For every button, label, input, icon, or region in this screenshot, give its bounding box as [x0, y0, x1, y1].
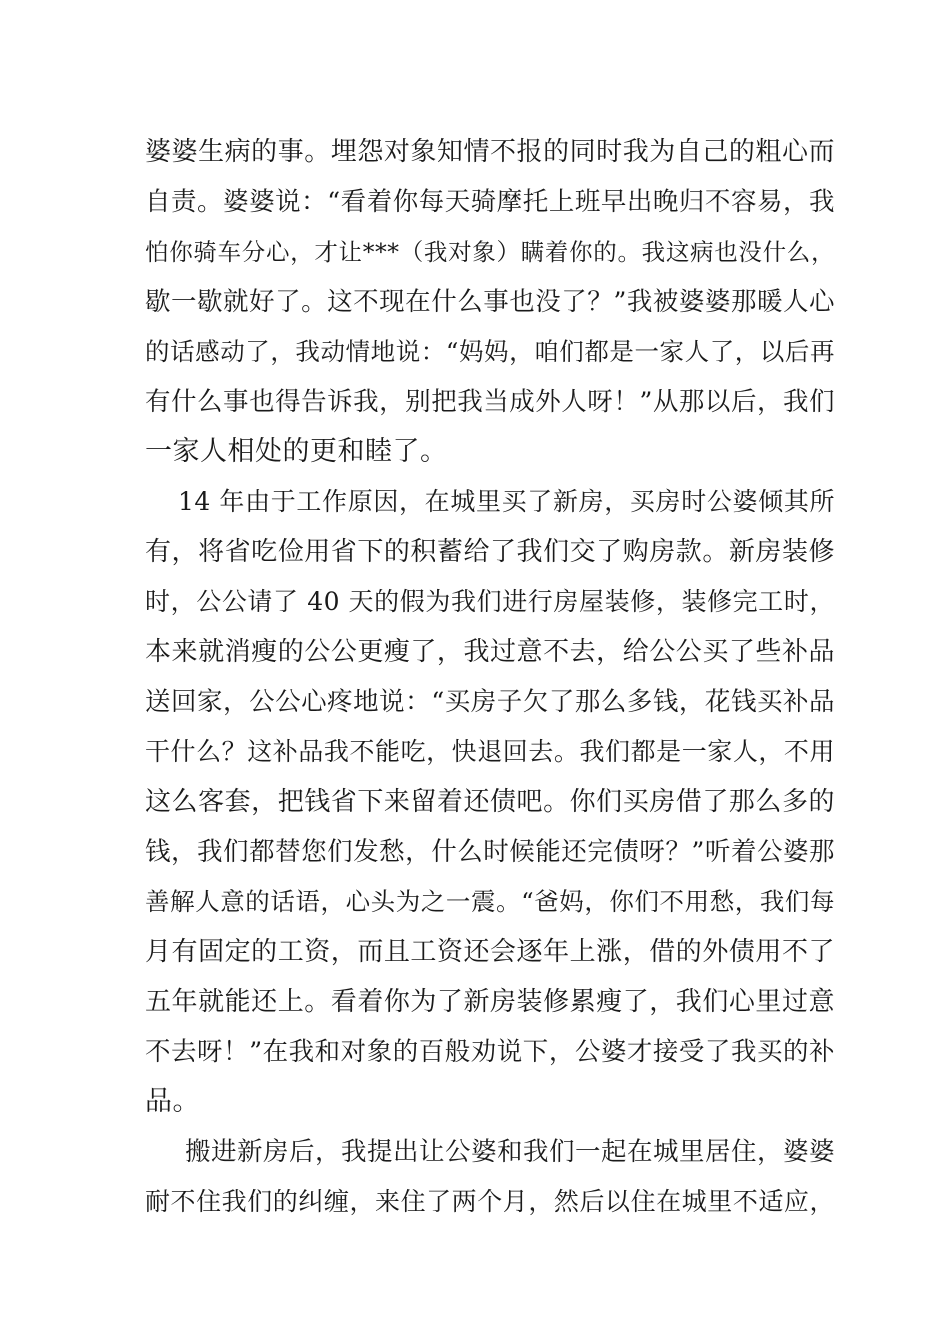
text-line: 自责。婆婆说：“看着你每天骑摩托上班早出晚归不容易，我 [145, 187, 835, 217]
text-line: 婆婆生病的事。埋怨对象知情不报的同时我为自己的粗心而 [145, 137, 835, 167]
text-line: 一家人相处的更和睦了。 [145, 436, 448, 467]
text-line: 耐不住我们的纠缠，来住了两个月，然后以住在城里不适应， [145, 1187, 835, 1216]
text-line: 送回家，公公心疼地说：“买房子欠了那么多钱，花钱买补品 [145, 687, 835, 717]
text-line: 不去呀！”在我和对象的百般劝说下，公婆才接受了我买的补 [145, 1037, 835, 1067]
text-line: 有什么事也得告诉我，别把我当成外人呀！”从那以后，我们 [145, 387, 835, 417]
text-line: 有，将省吃俭用省下的积蓄给了我们交了购房款。新房装修 [145, 537, 835, 567]
text-line: 本来就消瘦的公公更瘦了，我过意不去，给公公买了些补品 [145, 637, 835, 667]
text-line: 月有固定的工资，而且工资还会逐年上涨，借的外债用不了 [145, 937, 835, 967]
text-line: 钱，我们都替您们发愁，什么时候能还完债呀？”听着公婆那 [145, 837, 835, 867]
text-line: 搬进新房后，我提出让公婆和我们一起在城里居住，婆婆 [185, 1137, 836, 1167]
text-line: 五年就能还上。看着你为了新房装修累瘦了，我们心里过意 [145, 987, 835, 1017]
text-line: 怕你骑车分心，才让***（我对象）瞒着你的。我这病也没什么， [145, 238, 835, 266]
text-line: 这么客套，把钱省下来留着还债吧。你们买房借了那么多的 [145, 787, 835, 817]
text-line: 干什么？这补品我不能吃，快退回去。我们都是一家人，不用 [145, 737, 835, 766]
text-line: 的话感动了，我动情地说：“妈妈，咱们都是一家人了，以后再 [145, 337, 835, 366]
text-line: 歇一歇就好了。这不现在什么事也没了？”我被婆婆那暖人心 [145, 287, 835, 317]
text-line: 14 年由于工作原因，在城里买了新房，买房时公婆倾其所 [178, 487, 835, 516]
text-line: 善解人意的话语，心头为之一震。“爸妈，你们不用愁，我们每 [145, 887, 835, 916]
text-line: 时，公公请了 40 天的假为我们进行房屋装修，装修完工时， [145, 587, 835, 616]
text-line: 品。 [145, 1086, 200, 1117]
